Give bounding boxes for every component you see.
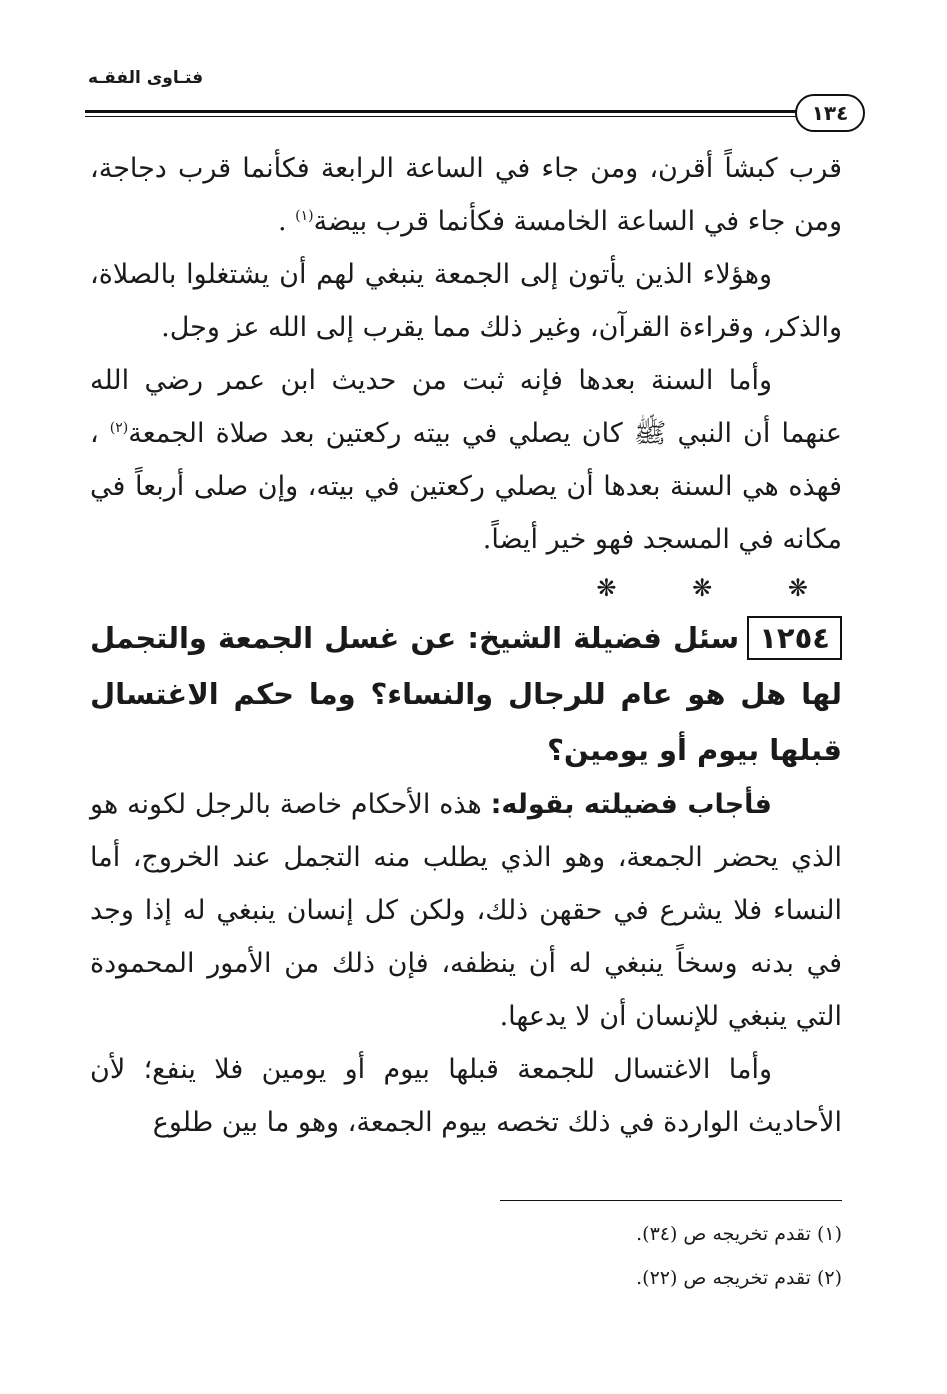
answer-text: هذه الأحكام خاصة بالرجل لكونه هو الذي يحضر الجمعة، وهو الذي يطلب منه التجمل عند الخروج، أما النساء فلا يشرع في حقهن ذلك، ولكن كل إنسان ينبغي له إذا وجد في بدنه وسخاً ينبغي له أن ينظفه، فإن ذلك من الأمور المحمودة التي ينبغي للإنسان أن لا يدعها. xyxy=(90,789,842,1032)
header-rule xyxy=(85,110,798,117)
paragraph-3-text-a: وأما السنة بعدها فإنه ثبت من حديث ابن عمر رضي الله عنهما أن النبي ﷺ كان يصلي في بيته ركعتين بعد صلاة الجمعة xyxy=(90,365,843,449)
answer-lead: فأجاب فضيلته بقوله: xyxy=(490,789,772,820)
footnote-mark-2: (٢) xyxy=(109,420,129,436)
page-number: ١٣٤ xyxy=(795,94,865,132)
paragraph-1-text: قرب كبشاً أقرن، ومن جاء في الساعة الرابعة فكأنما قرب دجاجة، ومن جاء في الساعة الخامسة فكأنما قرب بيضة xyxy=(90,153,842,237)
running-header: فتـاوى الفقـه xyxy=(88,68,204,88)
question-number: ١٢٥٤ xyxy=(747,616,842,660)
paragraph-5: وأما الاغتسال للجمعة قبلها بيوم أو يومين فلا ينفع؛ لأن الأحاديث الواردة في ذلك تخصه بيوم الجمعة، وهو ما بين طلوع xyxy=(90,1054,842,1138)
question-heading xyxy=(90,610,842,778)
paragraph-3 xyxy=(90,354,842,566)
footnote-1: (١) تقدم تخريجه ص (٣٤). xyxy=(636,1223,842,1245)
main-text xyxy=(90,142,842,1149)
paragraph-1 xyxy=(90,142,842,248)
footnote-mark-1: (١) xyxy=(295,208,314,224)
footnote-rule xyxy=(500,1200,842,1201)
question-text: سئل فضيلة الشيخ: عن غسل الجمعة والتجمل لها هل هو عام للرجال والنساء؟ وما حكم الاغتسال قبلها بيوم أو يومين؟ xyxy=(90,621,842,767)
paragraph-2: وهؤلاء الذين يأتون إلى الجمعة ينبغي لهم أن يشتغلوا بالصلاة، والذكر، وقراءة القرآن، وغير ذلك مما يقرب إلى الله عز وجل. xyxy=(90,259,842,343)
footnotes xyxy=(400,1212,842,1300)
paragraph-3-text-b: ، فهذه هي السنة بعدها أن يصلي ركعتين في بيته، وإن صلى أربعاً في مكانه في المسجد فهو خير أيضاً. xyxy=(90,418,842,555)
paragraph-1-end: . xyxy=(278,206,296,237)
answer-paragraph xyxy=(90,778,842,1043)
footnote-2: (٢) تقدم تخريجه ص (٢٢). xyxy=(636,1267,842,1289)
section-separator: ❋ ❋ ❋ xyxy=(596,574,842,602)
